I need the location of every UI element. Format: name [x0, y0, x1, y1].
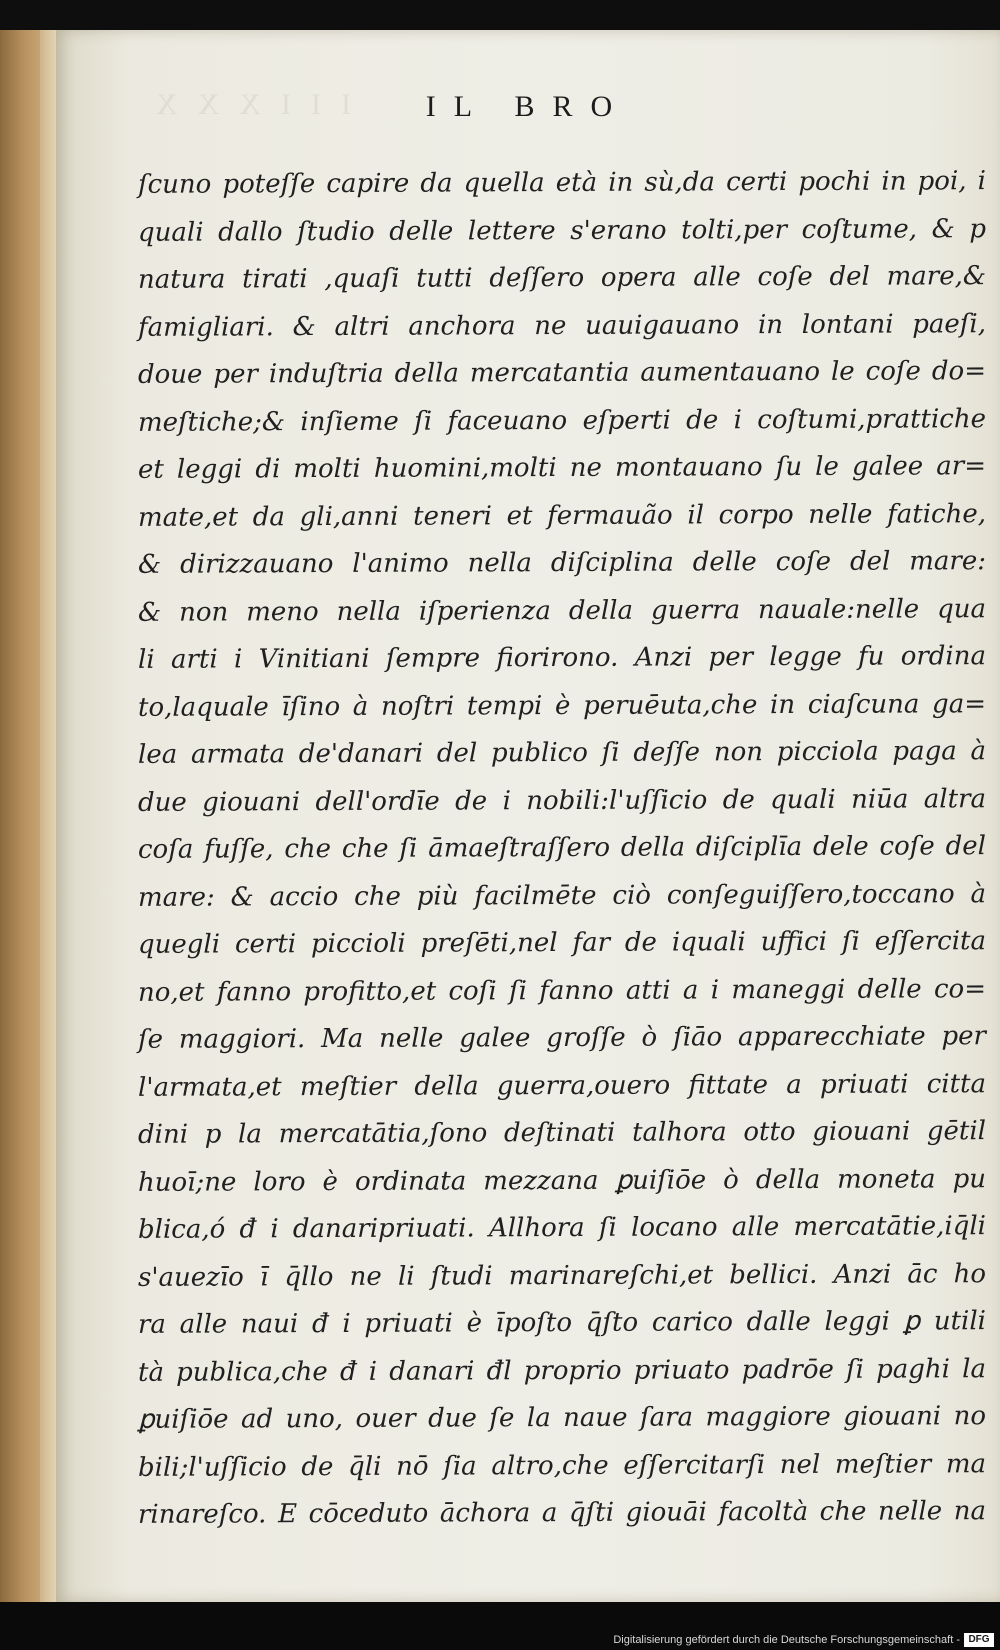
text-line: coſa fuſſe, che che ſi āmaeſtraſſero della diſciplīa dele coſe del	[138, 831, 986, 865]
text-line: li arti i Vinitiani ſempre fiorirono. Anzi per legge fu ordina	[138, 641, 986, 675]
text-line: doue per induſtria della mercatantia aumentauano le coſe do=	[138, 356, 986, 390]
text-line: s'auezīo ī q̄llo ne li ſtudi marinareſchi,et bellici. Anzi āc ho	[138, 1258, 986, 1293]
text-line: tà publica,che đ i danari đl proprio priuato padrōe ſi paghi la	[138, 1353, 986, 1388]
running-head: IL BRO	[425, 90, 631, 123]
digitization-credit: Digitalisierung gefördert durch die Deutsche Forschungsgemeinschaft -	[613, 1634, 960, 1646]
dfg-logo: DFG	[964, 1633, 994, 1647]
text-line: to,laquale īſino à noſtri tempi è peruēuta,che in ciaſcuna ga=	[138, 688, 986, 723]
text-line: quegli certi piccioli preſēti,nel far de iquali uffici ſi eſſercita	[138, 926, 986, 960]
text-line: blica,ó đ i danaripriuati. Allhora ſi locano alle mercatātie,iq̄li	[138, 1211, 986, 1245]
text-line: & dirizzauano l'animo nella diſciplina delle coſe del mare:	[138, 546, 986, 580]
bleed-through-shadow: IIIXXX	[136, 88, 351, 121]
text-line: natura tirati ,quaſi tutti deſſero opera alle coſe del mare,&	[138, 261, 986, 295]
text-line: famigliari. & altri anchora ne uauigauano in lontani paeſi,	[138, 308, 986, 343]
text-line: ſcuno poteſſe capire da quella età in sù,da certi pochi in poi, i	[138, 166, 986, 200]
text-line: huoī;ne loro è ordinata mezzana ꝑuiſiōe ò della moneta pu	[138, 1163, 986, 1198]
text-line: ra alle naui đ i priuati è īpoſto q̄ſto carico dalle leggi ꝑ utili	[138, 1306, 986, 1340]
text-block	[138, 160, 986, 1538]
text-line: bili;l'uſſicio de q̄li nō ſia altro,che eſſercitarſi nel meſtier ma	[138, 1448, 986, 1483]
text-line: & non meno nella iſperienza della guerra nauale:nelle qua	[138, 593, 986, 628]
text-line: mare: & accio che più facilmēte ciò conſeguiſſero,toccano à	[138, 878, 986, 913]
text-line: et leggi di molti huomini,molti ne montauano ſu le galee ar=	[138, 451, 986, 485]
text-line: ꝑuiſiōe ad uno, ouer due ſe la naue ſara maggiore giouani no	[138, 1401, 986, 1435]
text-line: ſe maggiori. Ma nelle galee groſſe ò ſiāo apparecchiate per	[138, 1021, 986, 1055]
text-line: dini p la mercatātia,ſono deſtinati talhora otto giouani gētil	[138, 1116, 986, 1150]
text-line: meſtiche;& inſieme ſi faceuano eſperti de i coſtumi,prattiche	[138, 403, 986, 438]
footer-bar	[0, 1602, 1000, 1650]
text-line: lea armata de'danari del publico ſi deſſe non picciola paga à	[138, 736, 986, 770]
text-line: mate,et da gli,anni teneri et fermauão il corpo nelle fatiche,	[138, 498, 986, 533]
text-line: due giouani dell'ordīe de i nobili:l'uſſicio de quali niūa altra	[138, 783, 986, 818]
text-line: no,et fanno profitto,et coſi ſi fanno atti a i maneggi delle co=	[138, 973, 986, 1008]
text-line: rinareſco. E cōceduto āchora a q̄ſti giouāi facoltà che nelle na	[138, 1496, 986, 1530]
text-line: l'armata,et meſtier della guerra,ouero fittate a priuati citta	[138, 1068, 986, 1103]
text-line: quali dallo ſtudio delle lettere s'erano tolti,per coſtume, & p	[138, 213, 986, 248]
book-page	[56, 30, 1000, 1602]
